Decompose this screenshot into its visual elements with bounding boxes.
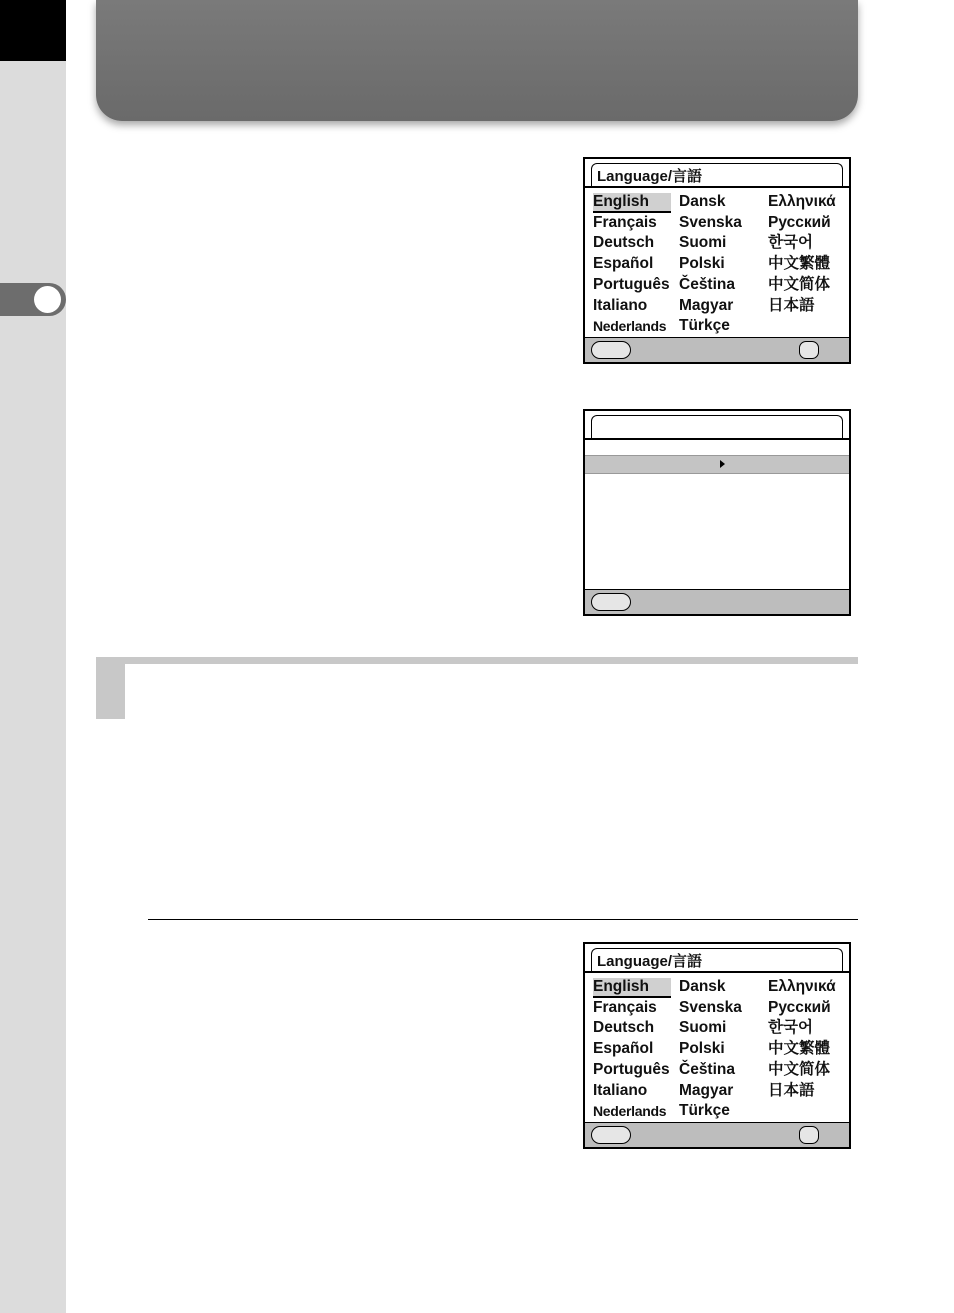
language-option[interactable]: 한국어 — [768, 234, 813, 252]
language-option[interactable]: Русский — [768, 213, 831, 231]
language-option[interactable]: Dansk — [679, 193, 726, 210]
language-option[interactable]: English — [593, 193, 671, 213]
language-option[interactable]: Suomi — [679, 1019, 727, 1037]
language-option[interactable]: 中文繁體 — [768, 1040, 831, 1058]
chapter-marker — [0, 0, 66, 61]
chapter-dot — [34, 286, 61, 313]
language-option[interactable]: Suomi — [679, 234, 727, 252]
language-option[interactable]: Français — [593, 998, 657, 1016]
language-option[interactable]: Türkçe — [679, 1102, 730, 1120]
language-option[interactable]: Čeština — [679, 275, 735, 293]
language-option[interactable]: Português — [593, 275, 670, 293]
language-option[interactable]: Nederlands — [593, 318, 667, 335]
language-option[interactable]: 中文繁體 — [768, 255, 831, 273]
language-option[interactable]: 中文简体 — [768, 275, 831, 293]
screen-title: Language/言語 — [597, 168, 703, 185]
screen-footer — [585, 589, 849, 614]
language-screen-1 — [583, 157, 851, 364]
language-option[interactable]: 한국어 — [768, 1019, 813, 1037]
language-option[interactable]: 日本語 — [768, 1081, 815, 1099]
selected-row — [585, 455, 849, 474]
screen-title: Language/言語 — [597, 953, 703, 970]
language-option[interactable]: Français — [593, 213, 657, 231]
language-screen-2 — [583, 942, 851, 1149]
language-option[interactable]: Polski — [679, 255, 725, 273]
language-option[interactable]: Deutsch — [593, 234, 655, 252]
language-option[interactable]: Nederlands — [593, 1103, 667, 1120]
language-option[interactable]: 日本語 — [768, 296, 815, 314]
section-header-block — [96, 657, 125, 719]
language-option[interactable]: Svenska — [679, 213, 742, 231]
language-option[interactable]: English — [593, 978, 671, 998]
language-option[interactable]: Ελληνικά — [768, 193, 836, 210]
language-option[interactable]: Italiano — [593, 1081, 648, 1099]
section-divider — [148, 919, 858, 920]
language-option[interactable]: Italiano — [593, 296, 648, 314]
section-header-bar — [96, 657, 858, 664]
language-option[interactable]: Ελληνικά — [768, 978, 836, 995]
ok-button-icon — [799, 1126, 819, 1144]
language-option[interactable]: Português — [593, 1060, 670, 1078]
language-option[interactable]: Svenska — [679, 998, 742, 1016]
language-option[interactable]: Magyar — [679, 296, 734, 314]
language-option[interactable]: Magyar — [679, 1081, 734, 1099]
language-option[interactable]: Türkçe — [679, 317, 730, 335]
menu-button-icon — [591, 1126, 631, 1144]
screen-footer — [585, 337, 849, 362]
language-option[interactable]: Čeština — [679, 1060, 735, 1078]
screen-footer — [585, 1122, 849, 1147]
language-option[interactable]: Deutsch — [593, 1019, 655, 1037]
language-option[interactable]: Русский — [768, 998, 831, 1016]
title-tab — [591, 415, 843, 438]
language-option[interactable]: Español — [593, 255, 654, 273]
language-option[interactable]: 中文简体 — [768, 1060, 831, 1078]
ok-button-icon — [799, 341, 819, 359]
language-option[interactable]: Dansk — [679, 978, 726, 995]
arrow-right-icon — [720, 460, 725, 468]
page-header-band — [96, 0, 858, 121]
side-strip — [0, 0, 66, 1313]
confirmation-screen — [583, 409, 851, 616]
language-option[interactable]: Español — [593, 1040, 654, 1058]
language-option[interactable]: Polski — [679, 1040, 725, 1058]
menu-button-icon — [591, 593, 631, 611]
menu-button-icon — [591, 341, 631, 359]
